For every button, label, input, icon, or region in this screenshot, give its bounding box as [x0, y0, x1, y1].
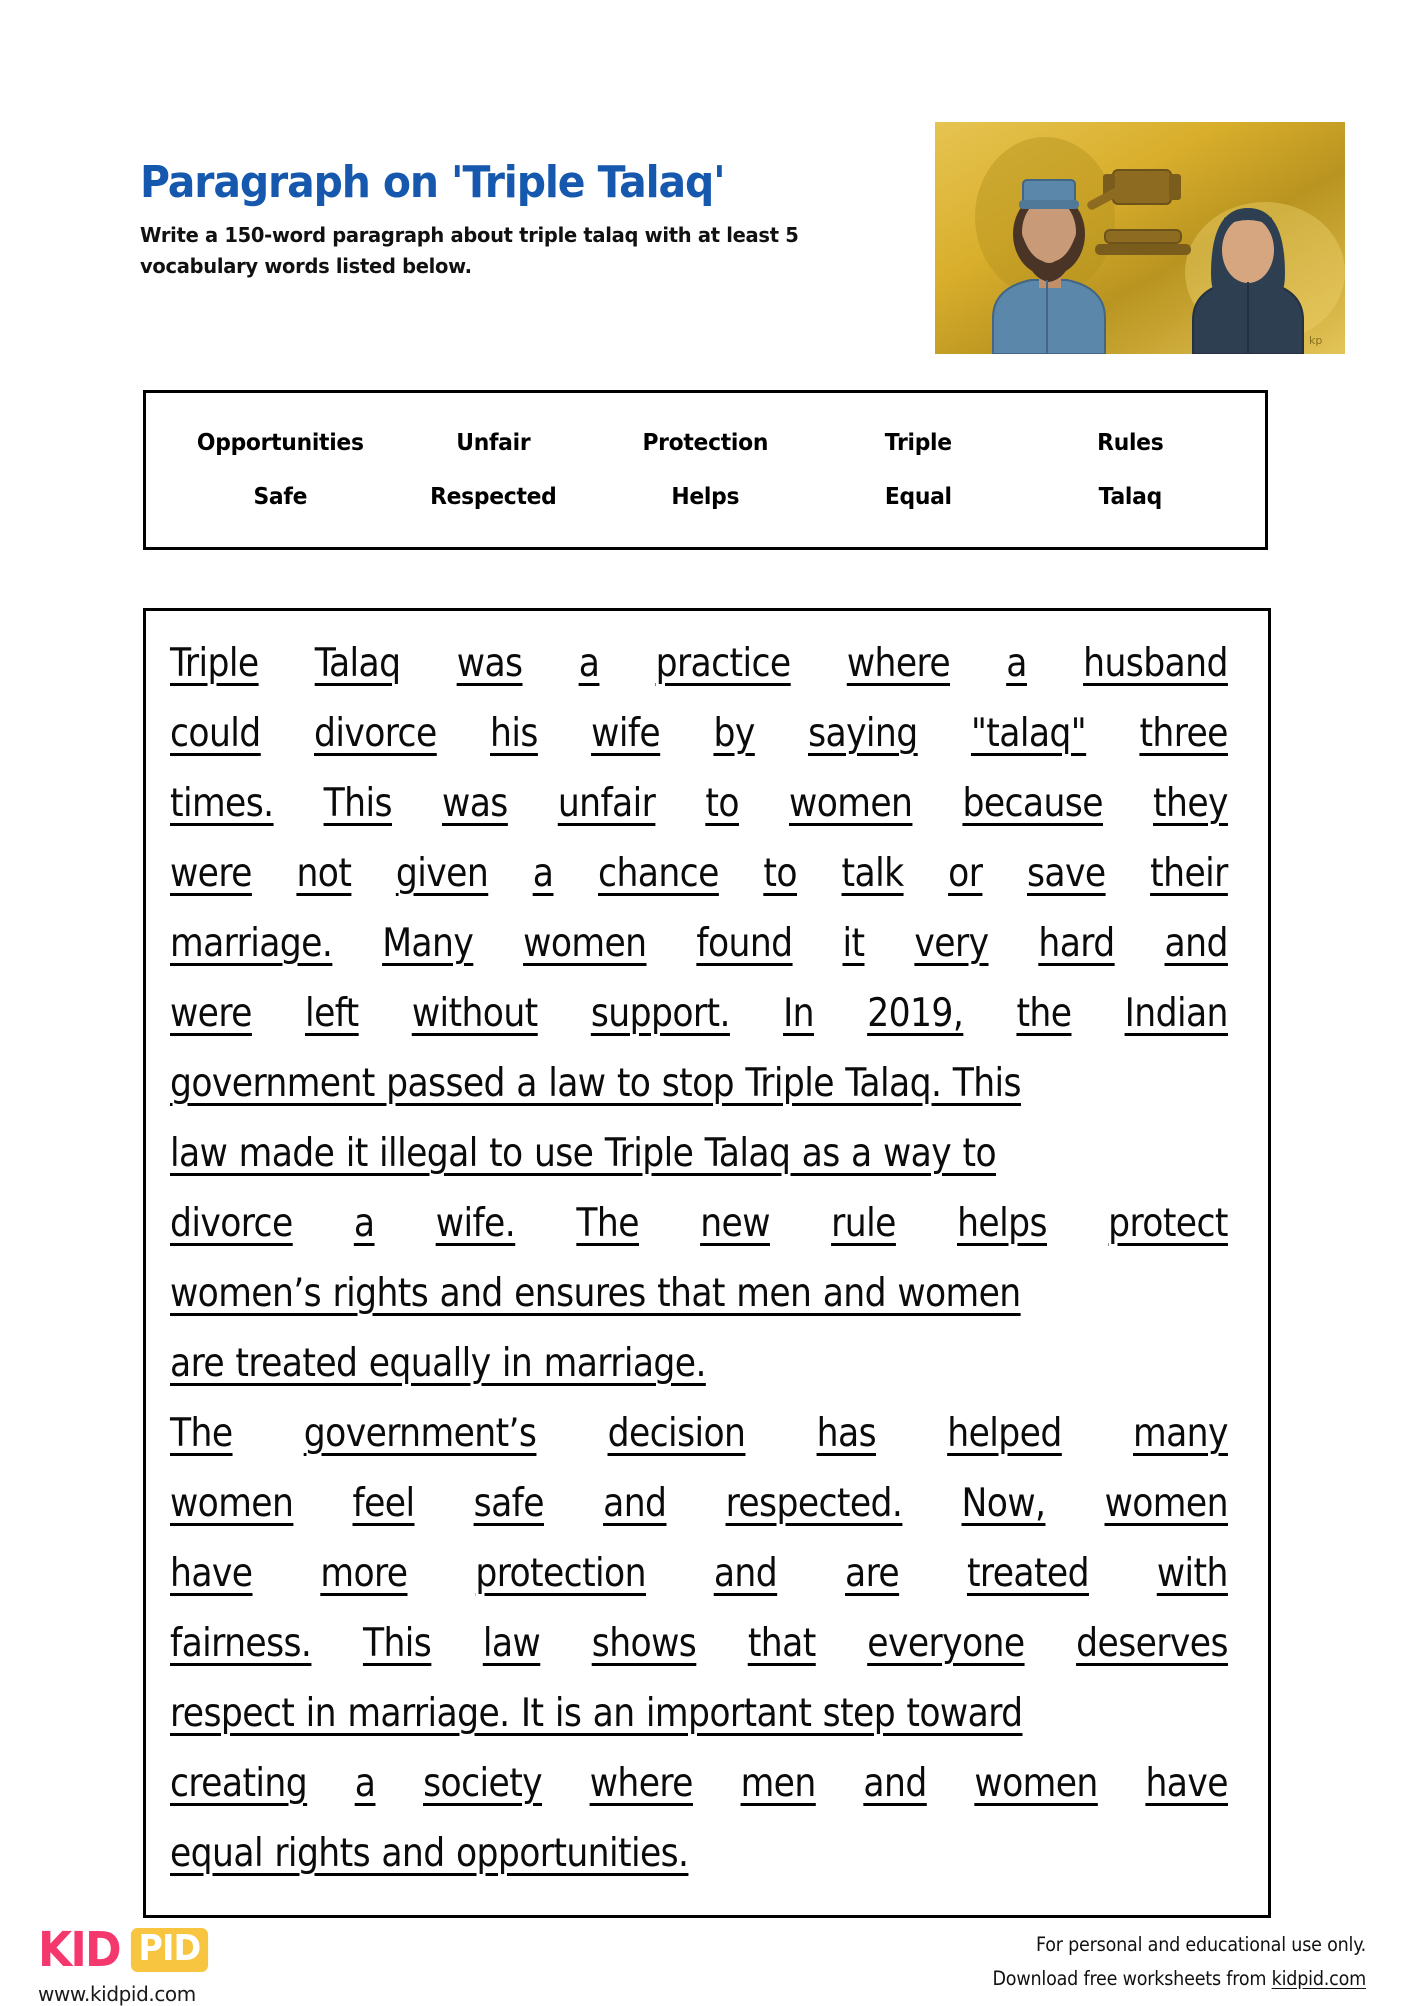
logo-pid-badge: PID: [131, 1928, 208, 1972]
header-text-block: [140, 157, 900, 281]
logo-kid-text: KID: [38, 1922, 120, 1978]
kidpid-link[interactable]: kidpid.com: [1271, 1967, 1366, 1991]
vocabulary-row: [146, 430, 1265, 456]
worksheet-instructions: Write a 150-word paragraph about triple talaq with at least 5 vocabulary words listed below.: [140, 223, 799, 278]
answer-line: are treated equally in marriage.: [170, 1341, 706, 1386]
answer-line: marriage. Many women found it very hard and: [170, 921, 1228, 966]
worksheet-header: [0, 0, 1414, 347]
answer-paragraph-1: [170, 629, 1228, 1399]
vocabulary-word: Helps: [671, 484, 740, 510]
answer-line: have more protection and are treated with: [170, 1551, 1228, 1596]
vocabulary-word: Safe: [253, 484, 308, 510]
vocabulary-word: Respected: [429, 484, 557, 510]
answer-line: were left without support. In 2019, the Indian: [170, 991, 1228, 1036]
page-footer: [0, 1918, 1414, 2006]
answer-writing-area[interactable]: [143, 608, 1271, 1918]
answer-line: law made it illegal to use Triple Talaq as a way to: [170, 1131, 996, 1176]
answer-line: The government’s decision has helped many: [170, 1411, 1228, 1456]
illustration-svg: [935, 122, 1345, 354]
answer-line: were not given a chance to talk or save their: [170, 851, 1228, 896]
footer-notice-prefix: Download free worksheets from: [992, 1967, 1272, 1991]
footer-usage-notice: [993, 1928, 1367, 1996]
answer-line: government passed a law to stop Triple Talaq. This: [170, 1061, 1021, 1106]
answer-line: could divorce his wife by saying "talaq" three: [170, 711, 1228, 756]
answer-line: women’s rights and ensures that men and women: [170, 1271, 1021, 1316]
illustration-watermark: kp: [1309, 334, 1323, 347]
kidpid-logo[interactable]: [38, 1922, 211, 2006]
vocabulary-word-bank: [143, 390, 1268, 550]
answer-line: fairness. This law shows that everyone deserves: [170, 1621, 1228, 1666]
answer-line: divorce a wife. The new rule helps protect: [170, 1201, 1228, 1246]
answer-line: times. This was unfair to women because they: [170, 781, 1228, 826]
vocabulary-row: [146, 484, 1265, 510]
vocabulary-word: Unfair: [455, 430, 530, 456]
vocabulary-word: Protection: [642, 430, 769, 456]
answer-line: respect in marriage. It is an important step toward: [170, 1691, 1023, 1736]
answer-line: creating a society where men and women have: [170, 1761, 1228, 1806]
answer-line: equal rights and opportunities.: [170, 1831, 689, 1876]
vocabulary-word: Rules: [1097, 430, 1164, 456]
answer-line: Triple Talaq was a practice where a husband: [170, 641, 1228, 686]
footer-notice-line-1: For personal and educational use only.: [1036, 1933, 1366, 1956]
logo-website-url: www.kidpid.com: [38, 1982, 196, 2006]
vocabulary-word: Equal: [884, 484, 952, 510]
vocabulary-word: Opportunities: [196, 430, 364, 456]
triple-talaq-couple-gavel-illustration: [935, 122, 1345, 354]
vocabulary-word: Talaq: [1099, 484, 1163, 510]
vocabulary-word: Triple: [884, 430, 952, 456]
page-title: Paragraph on 'Triple Talaq': [140, 157, 725, 208]
answer-paragraph-2: [170, 1399, 1228, 1889]
footer-notice-line-2: [993, 1962, 1367, 1996]
answer-line: women feel safe and respected. Now, women: [170, 1481, 1228, 1526]
